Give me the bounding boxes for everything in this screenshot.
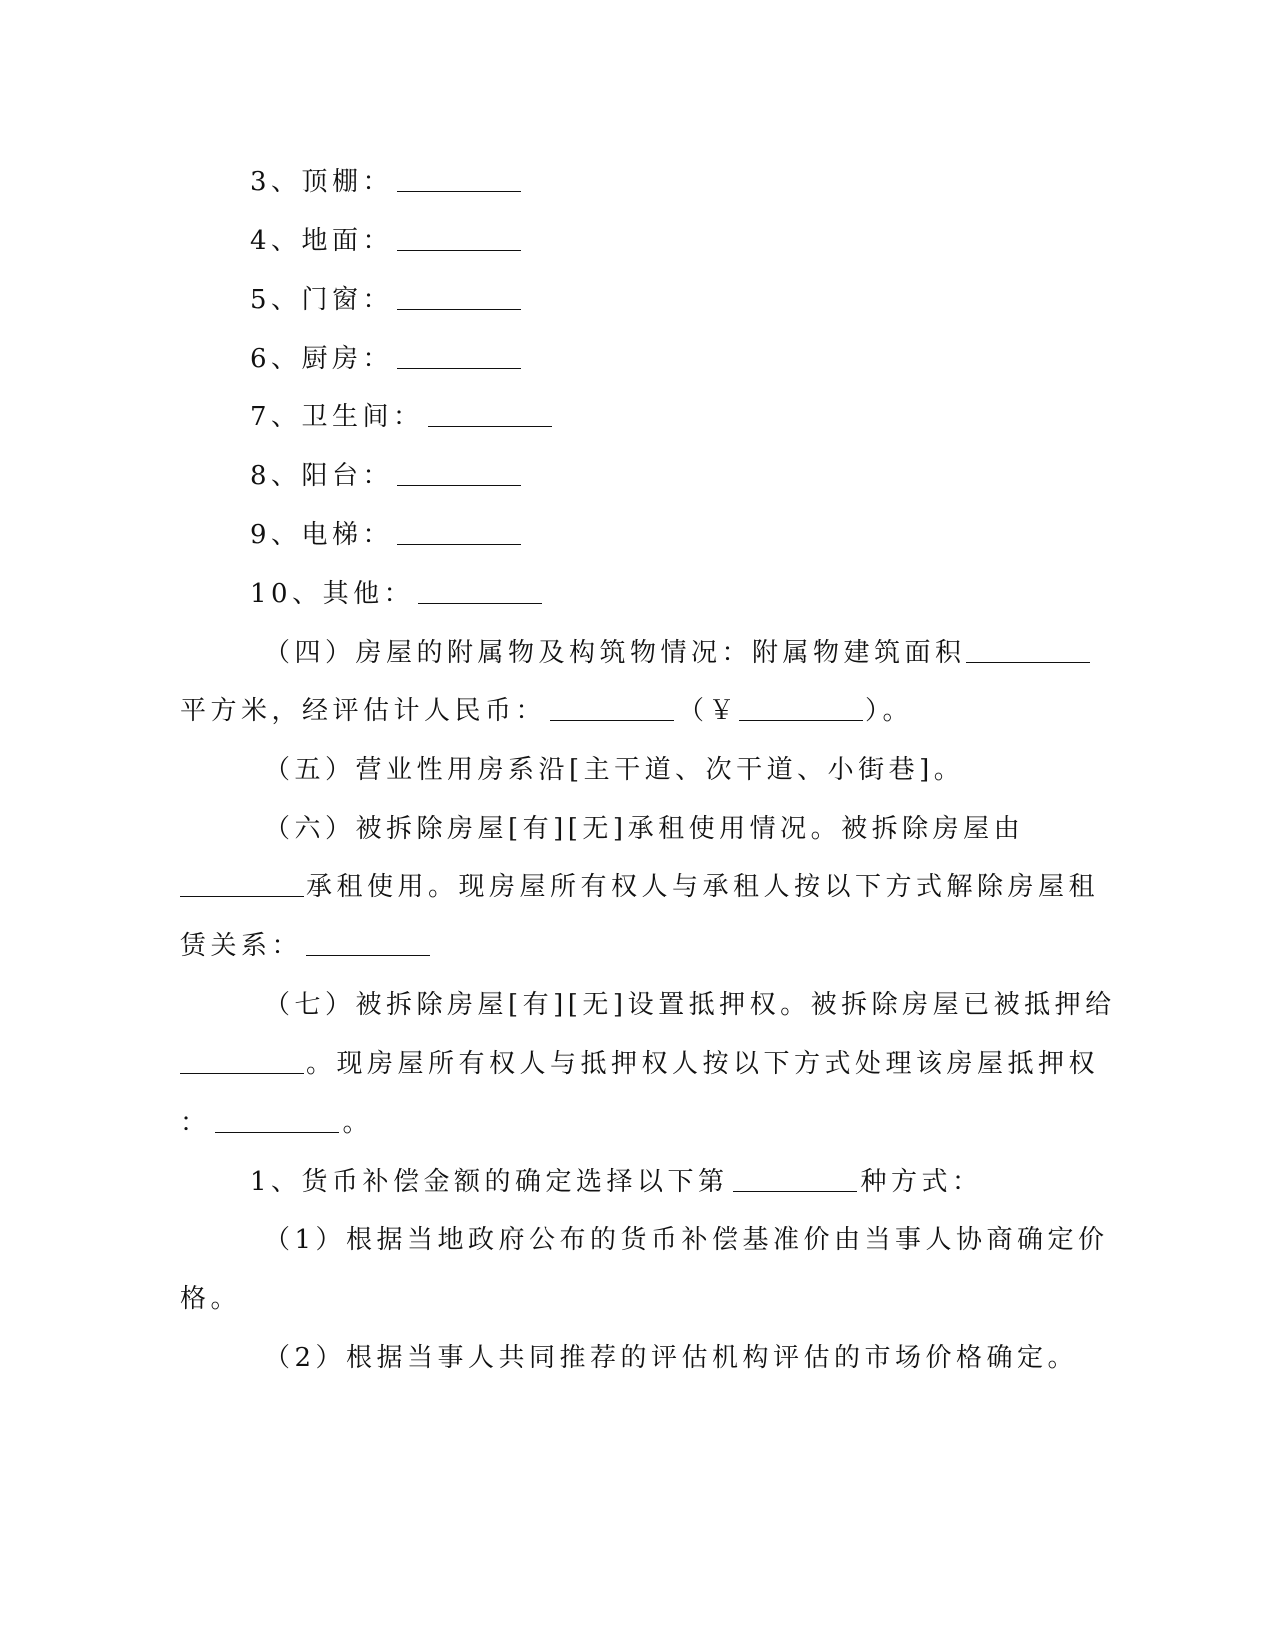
list-item-ceiling	[250, 164, 525, 200]
fill-in-blank[interactable]	[397, 520, 521, 545]
item-label: 地面：	[301, 226, 394, 256]
list-item-floor	[250, 223, 525, 259]
item-label: 电梯：	[301, 520, 394, 550]
section-6-text: （六）被拆除房屋[有][无]承租使用情况。被拆除房屋由	[264, 814, 1025, 844]
item-number: 10、	[250, 579, 323, 609]
item-label: 顶棚：	[301, 167, 394, 197]
fill-in-blank[interactable]	[397, 226, 521, 251]
item-number: 7、	[250, 402, 302, 432]
section-6-line-3	[180, 928, 434, 964]
fill-in-blank[interactable]	[397, 461, 521, 486]
list-item-doors-windows	[250, 282, 525, 318]
option-2-line-1	[264, 1340, 1078, 1376]
fill-in-blank[interactable]	[428, 402, 552, 427]
item-label: 门窗：	[301, 285, 394, 315]
list-item-bathroom	[250, 399, 556, 435]
fill-in-blank[interactable]	[306, 931, 430, 956]
option-1-line-1	[264, 1222, 1109, 1258]
fill-in-blank[interactable]	[180, 872, 304, 897]
fill-in-blank[interactable]	[739, 696, 863, 721]
section-6-text: 承租使用。现房屋所有权人与承租人按以下方式解除房屋租	[306, 872, 1100, 902]
section-5-text: （五）营业性用房系沿[主干道、次干道、小街巷]。	[264, 755, 965, 785]
section-7-line-3	[180, 1105, 373, 1141]
fill-in-blank[interactable]	[397, 167, 521, 192]
item-label: 卫生间：	[301, 402, 424, 432]
monetary-line-1	[250, 1164, 983, 1200]
section-6-line-2	[180, 869, 1099, 905]
option-1-text: 格。	[180, 1284, 242, 1314]
section-6-text: 赁关系：	[180, 931, 303, 961]
section-4-line-1	[264, 635, 1092, 671]
section-7-text: 。	[342, 1108, 374, 1138]
list-item-elevator	[250, 517, 525, 553]
section-7-line-1	[264, 987, 1116, 1023]
fill-in-blank[interactable]	[550, 696, 674, 721]
section-4-text: 平方米，经评估计人民币：	[180, 696, 547, 726]
fill-in-blank[interactable]	[418, 579, 542, 604]
item-number: 6、	[250, 344, 302, 374]
section-7-text: （七）被拆除房屋[有][无]设置抵押权。被拆除房屋已被抵押给	[264, 990, 1116, 1020]
list-item-other	[250, 576, 546, 612]
item-number: 3、	[250, 167, 302, 197]
item-number: 4、	[250, 226, 302, 256]
fill-in-blank[interactable]	[966, 638, 1090, 663]
currency-close: ）。	[865, 696, 914, 726]
section-4-line-2	[180, 693, 913, 729]
option-1-text: （1）根据当地政府公布的货币补偿基准价由当事人协商确定价	[264, 1225, 1109, 1255]
section-7-text: ：	[180, 1108, 211, 1138]
list-item-kitchen	[250, 341, 525, 377]
item-number: 9、	[250, 520, 302, 550]
section-7-line-2	[180, 1046, 1099, 1082]
fill-in-blank[interactable]	[180, 1049, 304, 1074]
fill-in-blank[interactable]	[733, 1167, 857, 1192]
section-4-text: （四）房屋的附属物及构筑物情况：附属物建筑面积	[264, 638, 966, 668]
fill-in-blank[interactable]	[397, 344, 521, 369]
section-7-text: 。现房屋所有权人与抵押权人按以下方式处理该房屋抵押权	[306, 1049, 1100, 1079]
option-2-text: （2）根据当事人共同推荐的评估机构评估的市场价格确定。	[264, 1343, 1079, 1373]
option-1-line-2	[180, 1281, 241, 1317]
monetary-text: 1、货币补偿金额的确定选择以下第	[250, 1167, 729, 1197]
fill-in-blank[interactable]	[397, 285, 521, 310]
currency-open: （￥	[678, 696, 740, 726]
item-label: 阳台：	[301, 461, 394, 491]
item-number: 5、	[250, 285, 302, 315]
item-label: 厨房：	[301, 344, 394, 374]
section-5-line-1	[264, 752, 964, 788]
list-item-balcony	[250, 458, 525, 494]
section-6-line-1	[264, 811, 1024, 847]
item-label: 其他：	[322, 579, 415, 609]
fill-in-blank[interactable]	[215, 1108, 339, 1133]
item-number: 8、	[250, 461, 302, 491]
monetary-text: 种方式：	[860, 1167, 983, 1197]
